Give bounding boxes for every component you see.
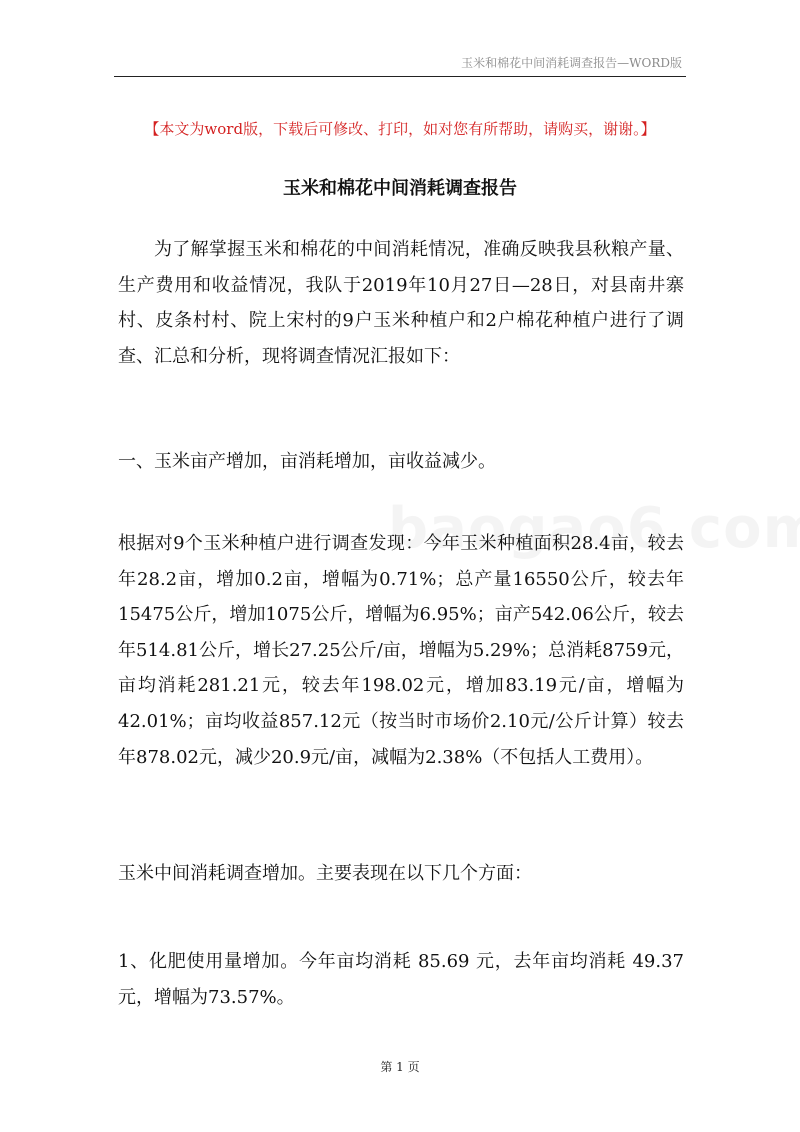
intro-paragraph: 为了解掌握玉米和棉花的中间消耗情况，准确反映我县秋粮产量、生产费用和收益情况，我队于2019年10月27日—28日，对县南井寨村、皮条村村、院上宋村的9户玉米种植户和2户棉花种植户进行了调查、汇总和分析，现将调查情况汇报如下： — [118, 239, 684, 367]
running-header: 玉米和棉花中间消耗调查报告—WORD版 — [461, 56, 682, 70]
document-title: 玉米和棉花中间消耗调查报告 — [283, 178, 517, 199]
page-number: 第 1 页 — [380, 1060, 420, 1074]
fertilizer-paragraph: 1、化肥使用量增加。今年亩均消耗 85.69 元，去年亩均消耗 49.37 元，增幅为73.57%。 — [118, 951, 684, 1008]
findings-paragraph: 根据对9个玉米种植户进行调查发现：今年玉米种植面积28.4亩，较去年28.2亩，增加0.2亩，增幅为0.71%；总产量16550公斤，较去年15475公斤，增加1075公斤，增幅为6.95%；亩产542.06公斤，较去年514.81公斤，增长27.25公斤/亩，增幅为5.29%；总消耗8759元，亩均消耗281.21元，较去年198.02元，增加83.19元/亩，增幅为42.01%；亩均收益857.12元（按当时市场价2.10元/公斤计算）较去年878.02元，减少20.9元/亩，减幅为2.38%（不包括人工费用）。 — [118, 533, 684, 768]
watermark — [388, 496, 800, 561]
header-divider — [114, 76, 686, 77]
consumption-intro-paragraph: 玉米中间消耗调查增加。主要表现在以下几个方面： — [118, 863, 532, 884]
section-heading-1: 一、玉米亩产增加，亩消耗增加，亩收益减少。 — [118, 451, 496, 472]
purchase-notice: 【本文为word版，下载后可修改、打印，如对您有所帮助，请购买，谢谢。】 — [144, 120, 656, 138]
